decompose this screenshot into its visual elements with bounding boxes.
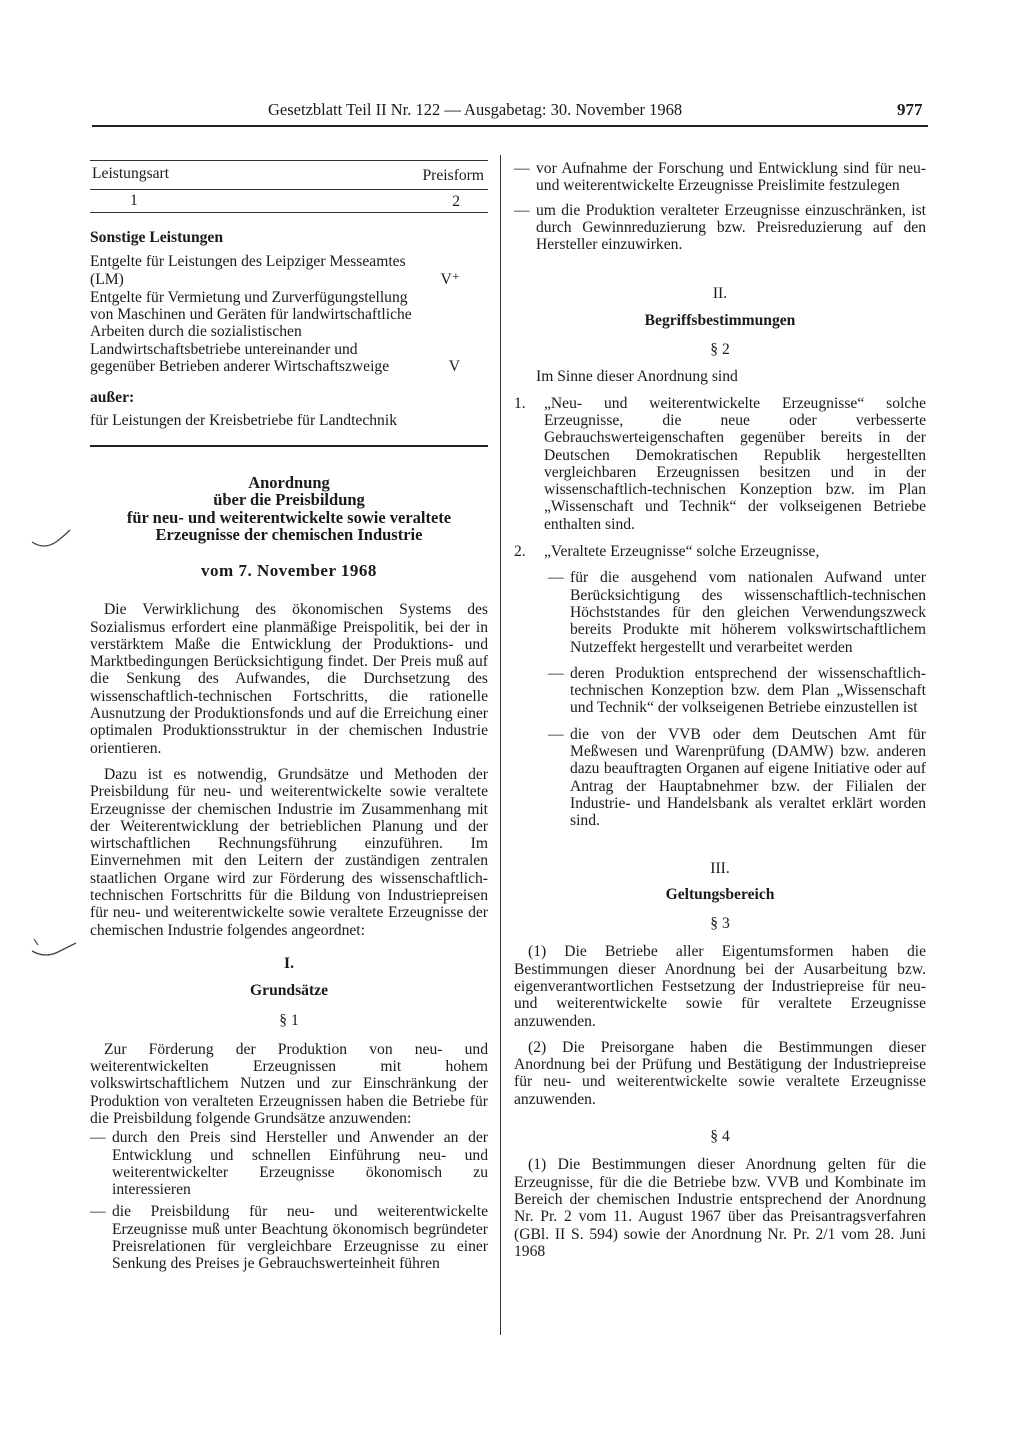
title-line: für neu- und weiterentwickelte sowie veraltete	[126, 507, 452, 527]
margin-pencil-mark-icon	[30, 935, 80, 961]
table-row-text: Entgelte für Leistungen des Leipziger Messeamtes (LM)	[90, 253, 406, 288]
list-item	[90, 1129, 488, 1198]
table-section-title: Sonstige Leistungen	[90, 229, 224, 246]
ausser-label: außer:	[90, 389, 135, 407]
preamble-paragraph: Dazu ist es notwendig, Grundsätze und Methoden der Preisbildung für neu- und weiterentwickelte sowie veraltete Erzeugnisse der chemischen Industrie im Zusammenhang mit der Weiterentwicklung der betrieblichen Planung und der wirtschaftlichen Rechnungsführung einzuführen. Im Einvernehmen mit den Leitern der zuständigen zentralen staatlichen Organe wird zur Förderung des wissenschaftlich-technischen Fortschritts für die Bildung von Industriepreisen für neu- und weiterentwickelte sowie veraltete Erzeugnisse der chemischen Industrie folgendes angeordnet:	[90, 765, 488, 939]
anordnung-title	[90, 474, 488, 544]
section-divider	[90, 445, 488, 447]
paragraph-sign: § 2	[710, 341, 730, 359]
section-paragraph: (1) Die Betriebe aller Eigentumsformen haben die Bestimmungen dieser Anordnung bei der Ausarbeitung bzw. eigenverantwortlichen Festsetzung der Industriepreise für neu- und weiterentwickelte sowie für veraltete Erzeugnisse anzuwenden.	[514, 943, 926, 1030]
paragraph-sign: § 1	[279, 1011, 299, 1029]
section-numeral: II.	[712, 285, 728, 303]
item-number: 1.	[514, 394, 526, 412]
item-number: 2.	[514, 543, 526, 561]
ausser-text: für Leistungen der Kreisbetriebe für Landtechnik	[90, 411, 397, 429]
header-rule	[92, 125, 928, 127]
title-line: Erzeugnisse der chemischen Industrie	[155, 525, 423, 545]
dash-marker: —	[90, 1129, 106, 1147]
dash-marker: —	[548, 725, 564, 743]
section-heading: Grundsätze	[250, 982, 328, 1000]
left-column	[90, 160, 488, 1273]
list-item-text: für die ausgehend vom nationalen Aufwand unter Berücksichtigung des wissenschaftlich-technischen Höchststandes für den gleichen Verwendungszweck bereits Produkte mit höherem volkswirtschaftlichem Nutzeffekt hergestellt und verarbeitet werden	[570, 569, 926, 656]
list-item-text: durch den Preis sind Hersteller und Anwender an der Entwicklung und schnellen Einführung neu- und weiterentwickelter Erzeugnisse ökonomisch zu interessieren	[112, 1129, 488, 1199]
section-numeral: I.	[284, 954, 294, 972]
preamble-paragraph: Die Verwirklichung des ökonomischen Systems des Sozialismus erfordert eine planmäßige Preispolitik, bei der in verstärktem Maße die Entwicklung der Produktions- und Marktbedingungen Berücksichtigung findet. Der Preis muß auf die Senkung des Aufwandes, die Durchsetzung des wissenschaftlich-technischen Fortschritts, die rationelle Ausnutzung der Produktionsfonds und auf die Erreichung einer optimalen Produktionsstruktur in der chemischen Industrie orientieren.	[90, 601, 488, 757]
paragraph-sign: § 3	[710, 915, 730, 933]
list-item	[548, 665, 926, 717]
anordnung-date: vom 7. November 1968	[201, 560, 377, 580]
table-header	[90, 161, 488, 183]
title-line: über die Preisbildung	[213, 490, 365, 510]
list-item	[548, 569, 926, 655]
table-row-preisform: V⁺	[440, 270, 460, 288]
list-item	[548, 726, 926, 830]
table-row	[90, 289, 488, 375]
numbered-item-text: „Neu- und weiterentwickelte Erzeugnisse“ solche Erzeugnisse, die neue oder verbesserte Gebrauchswerteigenschaften gegenüber bereits in der Deutschen Demokratischen Republik hergestellten vergleichbaren Erzeugnissen besitzen und in der wissenschaftlich-technischen Konzeption bzw. im Plan „Wissenschaft und Technik“ der volkseigenen Betriebe enthalten sind.	[544, 394, 926, 533]
section-paragraph: (1) Die Bestimmungen dieser Anordnung gelten für die Erzeugnisse, für die die Betriebe bzw. VVB und Kombinate im Bereich der chemischen Industrie entsprechend der Anordnung Nr. Pr. 2 vom 11. August 1967 über das Preisantragsverfahren (GBl. II S. 594) sowie der Anordnung Nr. Pr. 2/1 vom 28. Juni 1968	[514, 1156, 926, 1260]
section-numeral: III.	[710, 859, 730, 877]
table-row-text: Entgelte für Vermietung und Zurverfügungstellung von Maschinen und Geräten für landwirtschaftliche Arbeiten durch die sozialistischen Landwirtschaftsbetriebe untereinander und gegenüber Betrieben anderer Wirtschaftszweige	[90, 288, 412, 376]
section-heading: Begriffsbestimmungen	[644, 311, 796, 329]
list-item-text: die von der VVB oder dem Deutschen Amt für Meßwesen und Warenprüfung (DAMW) bzw. anderen dazu beauftragten Organen auf eigene Initiative oder auf Antrag der Hauptabnehmer bzw. der Filialen der Industrie- und Handelsbank als veraltet erklärt worden sind.	[570, 725, 926, 830]
dash-marker: —	[514, 160, 530, 177]
table-row-preisform: V	[448, 358, 460, 376]
page-number: 977	[897, 100, 923, 119]
column-divider	[500, 155, 501, 1335]
numbered-item	[514, 395, 926, 533]
list-item-text: deren Produktion entsprechend der wissenschaftlich-technischen Konzeption bzw. dem Plan „Wissenschaft und Technik“ der volkseigenen Betriebe einzustellen ist	[570, 664, 926, 717]
table-col2-number: 2	[452, 193, 460, 210]
title-line: Anordnung	[248, 472, 330, 492]
list-item-text: um die Produktion veralteter Erzeugnisse einzuschränken, ist durch Gewinnreduzierung bzw. Preisreduzierung auf den Hersteller einzuwirken.	[536, 201, 926, 254]
list-item-text: vor Aufnahme der Forschung und Entwicklung sind für neu- und weiterentwickelte Erzeugnisse Preislimite festzulegen	[536, 160, 926, 195]
header-title: Gesetzblatt Teil II Nr. 122 — Ausgabetag: 30. November 1968	[268, 100, 683, 119]
list-item-text: die Preisbildung für neu- und weiterentwickelte Erzeugnisse muß unter Beachtung ökonomisch begründeter Preisrelationen für vergleichbare Erzeugnisse zu einer Senkung des Preises je Gebrauchswerteinheit führen	[112, 1203, 488, 1273]
table-col2-header: Preisform	[422, 167, 484, 184]
dash-marker: —	[548, 664, 564, 682]
list-item	[514, 160, 926, 195]
table-col1-header: Leistungsart	[92, 165, 170, 182]
dash-marker: —	[514, 201, 530, 219]
table-number-rule	[90, 212, 488, 213]
section-intro: Im Sinne dieser Anordnung sind	[536, 368, 738, 386]
section-intro: Zur Förderung der Produktion von neu- und weiterentwickelten Erzeugnissen mit hohem volkswirtschaftlichem Nutzen und zur Einschränkung der Produktion von veralteten Erzeugnissen haben die Betriebe für die Preisbildung folgende Grundsätze anzuwenden:	[90, 1040, 488, 1127]
margin-pencil-mark-icon	[30, 528, 72, 550]
section-heading: Geltungsbereich	[665, 885, 775, 903]
list-item	[90, 1203, 488, 1272]
list-item	[514, 202, 926, 254]
numbered-item	[514, 543, 926, 560]
page-header	[0, 100, 1024, 124]
table-col1-number: 1	[130, 192, 138, 209]
dash-marker: —	[548, 569, 564, 587]
right-column	[514, 160, 926, 1260]
dash-marker: —	[90, 1203, 106, 1221]
table-row	[90, 253, 488, 288]
numbered-item-text: „Veraltete Erzeugnisse“ solche Erzeugnisse,	[544, 543, 820, 561]
paragraph-sign: § 4	[710, 1128, 730, 1146]
table-column-numbers	[90, 190, 488, 212]
section-paragraph: (2) Die Preisorgane haben die Bestimmungen dieser Anordnung bei der Prüfung und Bestätigung der Industriepreise für neu- und weiterentwickelte sowie veraltete Erzeugnisse anzuwenden.	[514, 1038, 926, 1108]
